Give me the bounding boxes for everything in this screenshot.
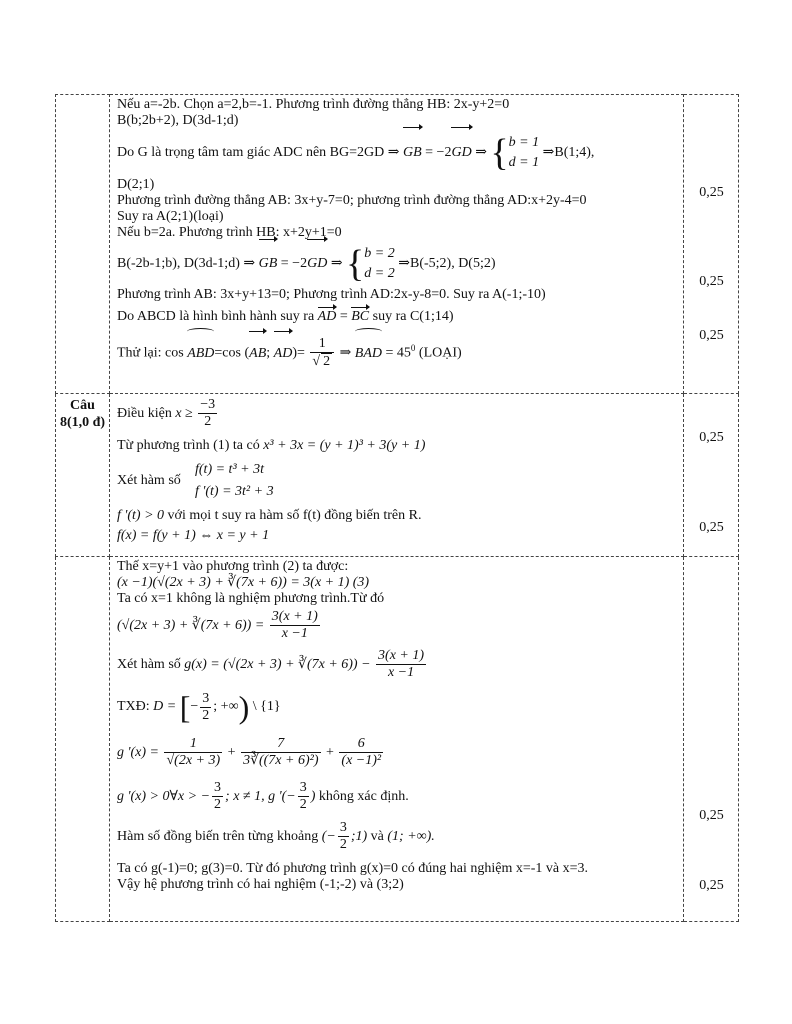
text-line: Nếu a=-2b. Chọn a=2,b=-1. Phương trình đường thẳng HB: 2x-y+2=0: [117, 97, 510, 112]
text-line: B(b;2b+2), D(3d-1;d): [117, 113, 239, 128]
score-value: 0,25: [699, 328, 724, 343]
math-line: Do G là trọng tâm tam giác ADC nên BG=2GD ⇒ GB = −2GD ⇒ { b = 1 d = 1 ⇒B(1;4),: [117, 129, 679, 177]
fraction: $\frac{3}{2}$: [299, 780, 307, 813]
math-line: f '(t) > 0 với mọi t suy ra hàm số f(t) đồng biến trên R.: [117, 508, 422, 523]
question-label-cell: [56, 557, 110, 922]
fraction: $\frac{3(x + 1)}{x -1}$: [378, 648, 425, 681]
math-line: Từ phương trình (1) ta có x³ + 3x = (y + 1)³ + 3(y + 1): [117, 438, 426, 453]
text-line: Suy ra A(2;1)(loại): [117, 209, 224, 224]
score-value: 0,25: [699, 878, 724, 893]
score-cell: [684, 394, 739, 557]
text-line: Ta có x=1 không là nghiệm phương trình.Từ đó: [117, 591, 385, 606]
solution-cell: [110, 95, 684, 394]
math-line: (√(2x + 3) + ∛(7x + 6)) = $\frac{3(x + 1)}{x -1}$: [117, 609, 318, 642]
solution-cell: [110, 394, 684, 557]
equation-system: b = 2 d = 2: [364, 245, 395, 281]
text-line: Ta có g(-1)=0; g(3)=0. Từ đó phương trình g(x)=0 có đúng hai nghiệm x=-1 và x=3.: [117, 861, 589, 876]
fraction: $\frac{7}{\text{3∛((7x + 6)²)}}$: [243, 736, 319, 769]
table-row: [56, 394, 739, 557]
solution-cell: [110, 557, 684, 922]
fraction: $\frac{3(x + 1)}{x -1}$: [271, 609, 318, 642]
fraction: $\frac{6}{\text{(x −1)²}}$: [341, 736, 382, 769]
math-line: Hàm số đồng biến trên từng khoảng (− $\frac{3}{2}$ ;1) và (1; +∞).: [117, 820, 435, 853]
text-line: Thế x=y+1 vào phương trình (2) ta được:: [117, 559, 349, 574]
score-cell: [684, 557, 739, 922]
math-line: Điều kiện x ≥ $\frac{-3}{2}$: [117, 397, 216, 430]
equation-system: b = 1 d = 1: [508, 134, 540, 170]
left-brace: {: [346, 242, 365, 285]
math-line: Thử lại: cos ABD=cos (AB; AD)= $\frac{1}{√ 2}$ ⇒ BAD = $45^0$ (LOẠI): [117, 327, 679, 369]
question-label-cell: [56, 95, 110, 394]
math-line: (x −1)(√(2x + 3) + ∛(7x + 6)) = 3(x + 1) (3): [117, 575, 370, 590]
math-line: f(x) = f(y + 1) ⇔ x = y + 1: [117, 528, 270, 543]
left-brace: {: [490, 131, 509, 174]
score-cell: [684, 95, 739, 394]
fraction: $\frac{1}{√(2x + 3)}$: [166, 736, 221, 769]
score-value: 0,25: [699, 274, 724, 289]
score-value: 0,25: [699, 808, 724, 823]
math-line: B(-2b-1;b), D(3d-1;d) ⇒ GB = −2GD ⇒ { b = 2 d = 2 ⇒B(-5;2), D(5;2): [117, 241, 679, 287]
vector-gb: GB: [403, 129, 422, 177]
math-line: Xét hàm số g(x) = (√(2x + 3) + ∛(7x + 6)) − $\frac{3(x + 1)}{x -1}$: [117, 648, 425, 681]
fraction: $\frac{-3}{2}$: [200, 397, 216, 430]
score-value: 0,25: [699, 520, 724, 535]
text-line: D(2;1): [117, 177, 155, 192]
text-line: Phương trình đường thẳng AB: 3x+y-7=0; phương trình đường thẳng AD:x+2y-4=0: [117, 193, 587, 208]
text-line: Vậy hệ phương trình có hai nghiệm (-1;-2) và (3;2): [117, 877, 404, 892]
fraction: $\frac{1}{√ 2}$: [310, 336, 334, 370]
fraction: $\frac{3}{2}$: [339, 820, 347, 853]
question-label-cell: Câu 8(1,0 đ): [56, 394, 110, 557]
table-row: [56, 95, 739, 394]
table-row: [56, 557, 739, 922]
text-line: Phương trình AB: 3x+y+13=0; Phương trình AD:2x-y-8=0. Suy ra A(-1;-10): [117, 287, 546, 302]
fraction: $\frac{3}{2}$: [214, 780, 222, 813]
math-line: g '(x) = $\frac{1}{√(2x + 3)}$ + $\frac{7}{\text{3∛((7x + 6)²)}}$ + $\frac{6}{\text{(x −1)²}}$: [117, 736, 382, 769]
score-value: 0,25: [699, 430, 724, 445]
math-line: TXĐ: D = [− $\frac{3}{2}$ ; +∞) \ {1}: [117, 689, 281, 725]
text-line: Nếu b=2a. Phương trình HB: x+2y+1=0: [117, 225, 342, 240]
math-line: g '(x) > 0∀x > − $\frac{3}{2}$ ; x ≠ 1, g '(− $\frac{3}{2}$ ) không xác định.: [117, 780, 409, 813]
score-value: 0,25: [699, 185, 724, 200]
vector-gd: GD: [451, 129, 471, 177]
answer-table: [55, 94, 739, 922]
math-line: Do ABCD là hình bình hành suy ra AD = BC suy ra C(1;14): [117, 309, 454, 324]
fraction: $\frac{3}{2}$: [202, 690, 210, 723]
math-line: Xét hàm số f(t) = t³ + 3t f '(t) = 3t² + 3: [117, 462, 274, 499]
